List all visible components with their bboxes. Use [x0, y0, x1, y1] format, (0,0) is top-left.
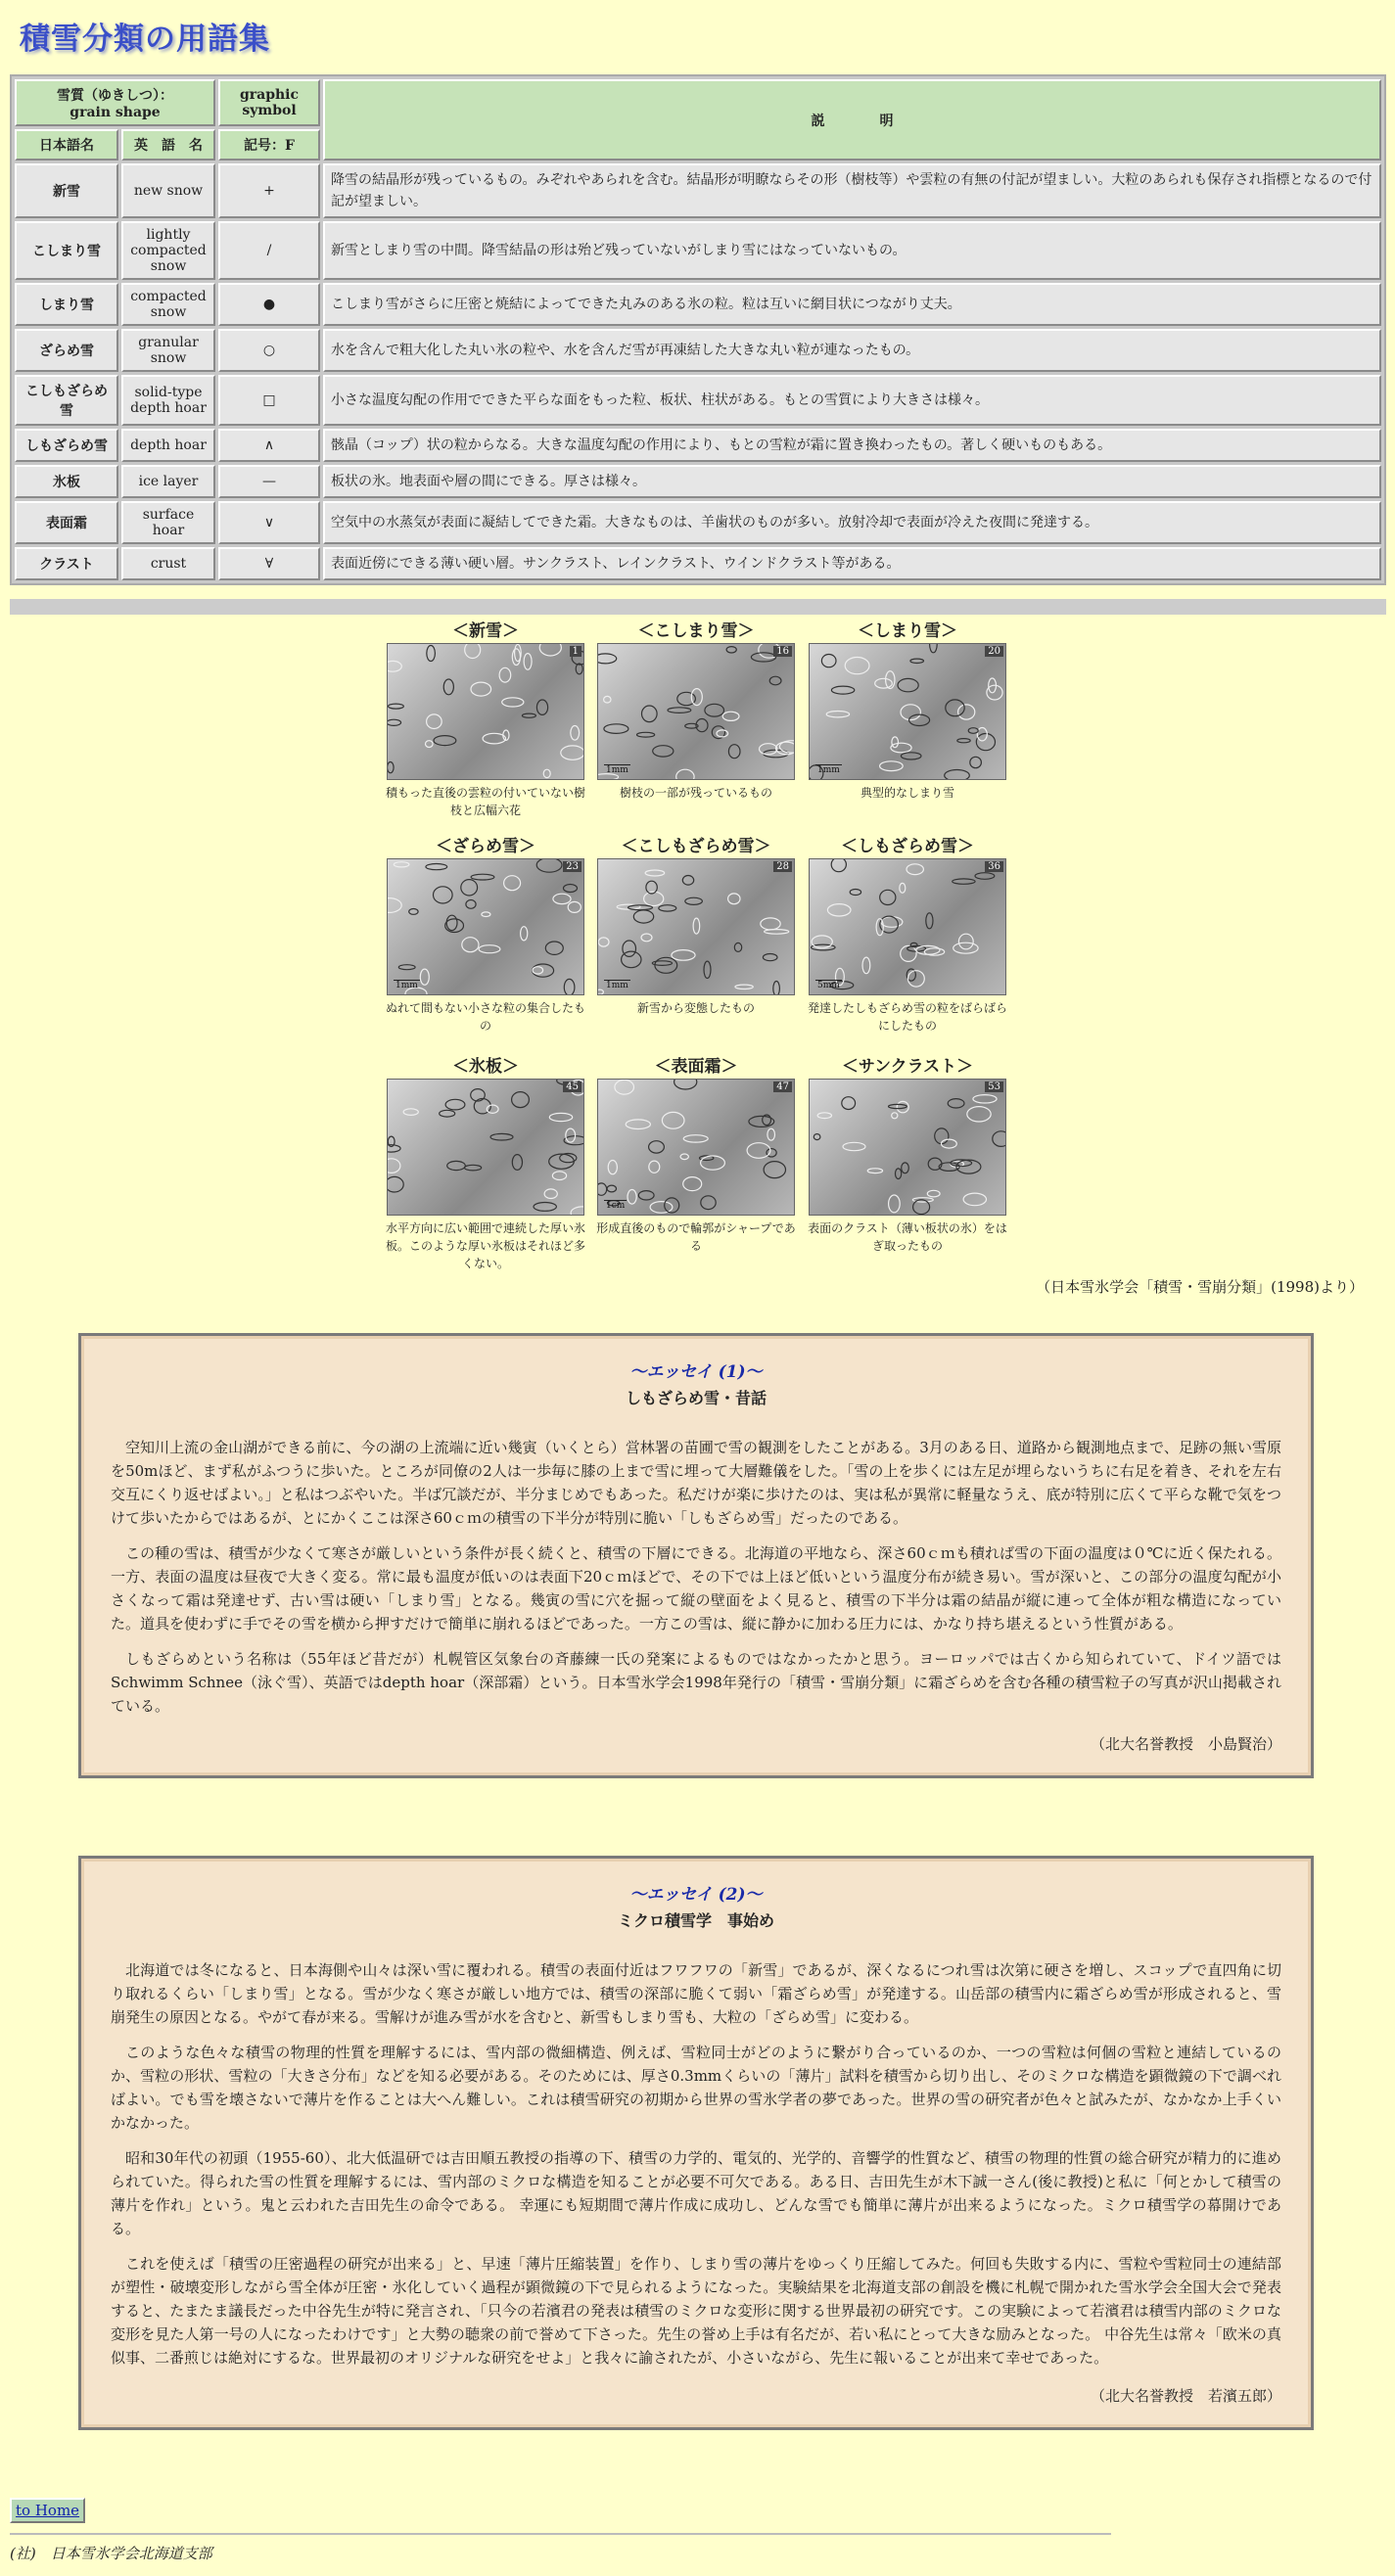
header-snow-label: 雪質（ゆきしつ）：: [57, 88, 173, 104]
snow-name-en: new snow: [121, 163, 215, 218]
essay-1-author: （北大名誉教授 小島賢治）: [1090, 1735, 1281, 1753]
figure-snow-type: [382, 832, 589, 1035]
table-row: [15, 429, 1381, 462]
figure-caption: ＜新雪＞: [452, 621, 519, 641]
figure-description: ぬれて間もない小さな粒の集合したもの: [385, 1001, 585, 1033]
snow-photo: [597, 858, 795, 995]
photo-scale: 1mm: [606, 981, 628, 990]
figure-caption: ＜しまり雪＞: [858, 621, 957, 641]
snow-description: 小さな温度勾配の作用でできた平らな面をもった粒、板状、柱状がある。もとの雪質により大きさは様々。: [323, 375, 1381, 426]
header-graphic-label: graphic: [239, 87, 300, 103]
table-row: [15, 547, 1381, 580]
photo-scale: 1cm: [606, 1201, 626, 1211]
snow-name-jp: ざらめ雪: [15, 329, 118, 372]
photo-number: 16: [773, 646, 792, 657]
table-row: [15, 221, 1381, 280]
figure-snow-type: [592, 832, 800, 1017]
snow-name-en: lightly compacted snow: [121, 221, 215, 280]
figure-caption: ＜こしまり雪＞: [637, 621, 755, 641]
photo-number: 20: [985, 646, 1003, 657]
figure-snow-type: [382, 617, 589, 819]
snow-name-en: compacted snow: [121, 283, 215, 326]
essay-2-author: （北大名誉教授 若濱五郎）: [1090, 2387, 1281, 2405]
snow-description: 空気中の水蒸気が表面に凝結してできた霜。大きなものは、羊歯状のものが多い。放射冷却で表面が冷えた夜間に発達する。: [323, 501, 1381, 544]
col-sym-header: 記号：F: [218, 129, 320, 161]
snow-photo: [387, 643, 584, 780]
header-grain-shape: [15, 79, 215, 126]
snow-description: 新雪としまり雪の中間。降雪結晶の形は殆ど残っていないがしまり雪にはなっていないもの。: [323, 221, 1381, 280]
figure-snow-type: [592, 617, 800, 802]
photo-texture: [810, 644, 1005, 779]
photo-number: 47: [773, 1081, 792, 1092]
snow-photo: [809, 643, 1006, 780]
figure-description: 典型的なしまり雪: [860, 786, 954, 800]
graphic-symbol: ∧: [218, 429, 320, 462]
essay-1: [78, 1333, 1314, 1778]
snow-name-en: depth hoar: [121, 429, 215, 462]
figure-description: 樹枝の一部が残っているもの: [619, 786, 772, 800]
footer-rule: [10, 2533, 1111, 2535]
essay-1-subtitle: しもざらめ雪・昔話: [625, 1389, 767, 1407]
essay-paragraph: 昭和30年代の初頭（1955-60）、北大低温研では吉田順五教授の指導の下、積雪の力学的、電気的、光学的、音響学的性質など、積雪の物理的性質の総合研究が精力的に進められていた。得られた雪の性質を理解するには、雪内部のミクロな構造を知ることが必要不可欠である。ある日、吉田先生が木下誠一さん(後に教授)と私に「何とかして積雪の薄片を作れ」という。鬼と云われた吉田先生の命令である。 幸運にも短期間で薄片作成に成功し、どんな雪でも簡単に薄片が出来るようになった。ミクロ積雪学の幕開けである。: [111, 2149, 1281, 2237]
essay-paragraph: 空知川上流の金山湖ができる前に、今の湖の上流端に近い幾寅（いくとら）営林署の苗圃で雪の観測をしたことがある。3月のある日、道路から観測地点まで、足跡の無い雪原を50mほど、まず私がふつうに歩いた。ところが同僚の2人は一歩毎に膝の上まで雪に埋って大層難儀をした。「雪の上を歩くには左足が埋らないうちに右足を着き、それを左右交互にくり返せばよい。」と私はつぶやいた。半ば冗談だが、半分まじめでもあった。私だけが楽に歩けたのは、実は私が異常に軽量なうえ、底が特別に広くて平らな靴で気をつけて歩いたからではあるが、とにかくここは深さ60ｃｍの積雪の下半分が特別に脆い「しもざらめ雪」だったのである。: [111, 1439, 1281, 1527]
col-jp-header: 日本語名: [15, 129, 118, 161]
home-link[interactable]: to Home: [10, 2498, 85, 2523]
snow-photo: [387, 858, 584, 995]
photo-scale: 1mm: [817, 765, 840, 775]
snow-name-jp: 新雪: [15, 163, 118, 218]
col-en-header: 英 語 名: [121, 129, 215, 161]
snow-description: 水を含んで粗大化した丸い氷の粒や、水を含んだ雪が再凍結した大きな丸い粒が連なったもの。: [323, 329, 1381, 372]
graphic-symbol: /: [218, 221, 320, 280]
figure-description: 新雪から変態したもの: [636, 1001, 755, 1015]
table-row: [15, 375, 1381, 426]
snow-description: 降雪の結晶形が残っているもの。みぞれやあられを含む。結晶形が明瞭ならその形（樹枝等）や雲粒の有無の付記が望ましい。大粒のあられも保存され指標となるので付記が望ましい。: [323, 163, 1381, 218]
essay-2-heading: 〜エッセイ (2)〜: [629, 1885, 763, 1905]
graphic-symbol: ∀: [218, 547, 320, 580]
figure-snow-type: [804, 617, 1011, 802]
snow-photo: [597, 1079, 795, 1216]
photo-number: 28: [773, 861, 792, 872]
snow-name-jp: しまり雪: [15, 283, 118, 326]
snow-name-jp: こしもざらめ雪: [15, 375, 118, 426]
glossary-table: [10, 74, 1386, 585]
figure-caption: ＜表面霜＞: [654, 1057, 738, 1077]
photo-texture: [388, 859, 583, 994]
snow-name-jp: 氷板: [15, 465, 118, 498]
essay-2: [78, 1856, 1314, 2430]
header-graphic-symbol: [218, 79, 320, 126]
snow-name-jp: こしまり雪: [15, 221, 118, 280]
figure-description: 表面のクラスト（薄い板状の氷）をはぎ取ったもの: [808, 1221, 1007, 1253]
photo-texture: [598, 644, 794, 779]
snow-name-en: surface hoar: [121, 501, 215, 544]
table-row: [15, 465, 1381, 498]
figure-caption: ＜氷板＞: [452, 1057, 519, 1077]
figure-description: 水平方向に広い範囲で連続した厚い氷板。このような厚い氷板はそれほど多くない。: [385, 1221, 585, 1270]
snow-description: 表面近傍にできる薄い硬い層。サンクラスト、レインクラスト、ウインドクラスト等がある。: [323, 547, 1381, 580]
table-row: [15, 163, 1381, 218]
figure-caption: ＜ざらめ雪＞: [436, 837, 535, 856]
figure-description: 積もった直後の雲粒の付いていない樹枝と広幅六花: [385, 786, 585, 817]
snow-photo: [809, 858, 1006, 995]
essay-2-subtitle: ミクロ積雪学 事始め: [617, 1911, 774, 1930]
snow-name-en: solid-type depth hoar: [121, 375, 215, 426]
photo-number: 53: [985, 1081, 1003, 1092]
snow-name-en: ice layer: [121, 465, 215, 498]
snow-name-jp: しもざらめ雪: [15, 429, 118, 462]
graphic-symbol: —: [218, 465, 320, 498]
page-title: 積雪分類の用語集: [20, 22, 270, 57]
source-note: （日本雪氷学会「積雪・雪崩分類」(1998)より）: [1036, 1278, 1364, 1296]
figure-snow-type: [592, 1052, 800, 1255]
essay-paragraph: これを使えば「積雪の圧密過程の研究が出来る」と、早速「薄片圧縮装置」を作り、しまり雪の薄片をゆっくり圧縮してみた。何回も失敗する内に、雪粒や雪粒同士の連結部が塑性・破壊変形しながら雪全体が圧密・氷化していく過程が顕微鏡の下で見られるようになった。実験結果を北海道支部の創設を機に札幌で開かれた雪氷学会全国大会で発表すると、たまたま議長だった中谷先生が特に発言され、「只今の若濱君の発表は積雪のミクロな変形に関する世界最初の研究です。この実験によって若濱君は積雪内部のミクロな変形を見た人第一号の人になったわけです」と大勢の聴衆の前で誉めて下さった。先生の誉め上手は有名だが、若い私にとって大きな励みとなった。 中谷先生は常々「欧米の真似事、二番煎じは絶対にするな。世界最初のオリジナルな研究をせよ」と我々に諭されたが、小さいながら、先生に報いることが出来て幸せであった。: [111, 2255, 1281, 2367]
photo-texture: [388, 1080, 583, 1215]
snow-photo: [597, 643, 795, 780]
graphic-symbol: +: [218, 163, 320, 218]
photo-number: 45: [563, 1081, 581, 1092]
essay-paragraph: この種の雪は、積雪が少なくて寒さが厳しいという条件が長く続くと、積雪の下層にできる。北海道の平地なら、深さ60ｃｍも積れば雪の下面の温度は０℃に近く保たれる。一方、表面の温度は昼夜で大きく変る。常に最も温度が低いのは表面下20ｃｍほどで、その下では上ほど低いという温度分布が続き易い。雪が深いと、この部分の温度勾配が小さくなって霜は発達せず、古い雪は硬い「しまり雪」となる。幾寅の雪に穴を掘って縦の壁面をよく見ると、積雪の下半分は霜の結晶が縦に連って全体が粗な構造になっていた。道具を使わずに手でその雪を横から押すだけで簡単に崩れるほどであった。一方この雪は、縦に静かに加わる圧力には、かなり持ち堪えるという性質がある。: [111, 1544, 1281, 1633]
snow-photo: [387, 1079, 584, 1216]
header-snow-en: grain shape: [70, 105, 161, 120]
photo-texture: [810, 859, 1005, 994]
photo-texture: [388, 644, 583, 779]
snow-description: 板状の氷。地表面や層の間にできる。厚さは様々。: [323, 465, 1381, 498]
photo-scale: 5mm: [817, 981, 840, 990]
graphic-symbol: ●: [218, 283, 320, 326]
snow-description: 骸晶（コップ）状の粒からなる。大きな温度勾配の作用により、もとの雪粒が霜に置き換わったもの。著しく硬いものもある。: [323, 429, 1381, 462]
essay-paragraph: 北海道では冬になると、日本海側や山々は深い雪に覆われる。積雪の表面付近はフワフワの「新雪」であるが、深くなるにつれ雪は次第に硬さを増し、スコップで直四角に切り取れるくらい「しまり雪」となる。雪が少なく寒さが厳しい地方では、積雪の深部に脆くて弱い「霜ざらめ雪」が発達する。山岳部の積雪内に霜ざらめ雪が形成されると、雪崩発生の原因となる。やがて春が来る。雪解けが進み雪が水を含むと、新雪もしまり雪も、大粒の「ざらめ雪」に変わる。: [111, 1961, 1281, 2026]
divider-strip: [10, 599, 1386, 615]
photo-number: 23: [563, 861, 581, 872]
photo-number: 1: [570, 646, 581, 657]
essay-1-heading: 〜エッセイ (1)〜: [629, 1362, 763, 1382]
header-description: 説 明: [323, 79, 1381, 161]
photo-scale: 1mm: [395, 981, 418, 990]
snow-name-en: crust: [121, 547, 215, 580]
graphic-symbol: □: [218, 375, 320, 426]
figure-caption: ＜こしもざらめ雪＞: [621, 837, 771, 856]
essay-paragraph: しもざらめという名称は（55年ほど昔だが）札幌管区気象台の斉藤練一氏の発案によるものではなかったかと思う。ヨーロッパでは古くから知られていて、ドイツ語ではSchwimm Schnee（泳ぐ雪）、英語ではdepth hoar（深部霜）という。日本雪氷学会1998年発行の「積雪・雪崩分類」に霜ざらめを含む各種の積雪粒子の写真が沢山掲載されている。: [111, 1650, 1281, 1715]
figure-caption: ＜しもざらめ雪＞: [841, 837, 974, 856]
graphic-symbol: ○: [218, 329, 320, 372]
graphic-symbol: ∨: [218, 501, 320, 544]
figure-snow-type: [382, 1052, 589, 1272]
photo-texture: [598, 1080, 794, 1215]
figure-caption: ＜サンクラスト＞: [841, 1057, 974, 1077]
photo-number: 36: [985, 861, 1003, 872]
snow-name-en: granular snow: [121, 329, 215, 372]
photo-texture: [598, 859, 794, 994]
snow-description: こしまり雪がさらに圧密と焼結によってできた丸みのある氷の粒。粒は互いに網目状につながり丈夫。: [323, 283, 1381, 326]
figure-snow-type: [804, 1052, 1011, 1255]
photo-texture: [810, 1080, 1005, 1215]
photo-scale: 1mm: [606, 765, 628, 775]
table-row: [15, 283, 1381, 326]
figure-description: 発達したしもざらめ雪の粒をばらばらにしたもの: [807, 1001, 1007, 1033]
figure-description: 形成直後のもので輪郭がシャープである: [596, 1221, 796, 1253]
snow-photo: [809, 1079, 1006, 1216]
snow-name-jp: 表面霜: [15, 501, 118, 544]
snow-name-jp: クラスト: [15, 547, 118, 580]
figure-snow-type: [804, 832, 1011, 1035]
essay-paragraph: このような色々な積雪の物理的性質を理解するには、雪内部の微細構造、例えば、雪粒同士がどのように繋がり合っているのか、一つの雪粒は何個の雪粒と連結しているのか、雪粒の形状、雪粒の「大きさ分布」などを知る必要がある。そのためには、厚さ0.3mmくらいの「薄片」試料を積雪から切り出し、そのミクロな構造を顕微鏡の下で調べればよい。でも雪を壊さないで薄片を作ることは大へん難しい。これは積雪研究の初期から世界の雪氷学者の夢であった。世界の雪の研究者が色々と試みたが、なかなか上手くいかなかった。: [111, 2044, 1281, 2132]
footer-org: (社) 日本雪氷学会北海道支部: [10, 2545, 212, 2562]
table-row: [15, 329, 1381, 372]
header-symbol-label: symbol: [242, 103, 297, 118]
table-row: [15, 501, 1381, 544]
